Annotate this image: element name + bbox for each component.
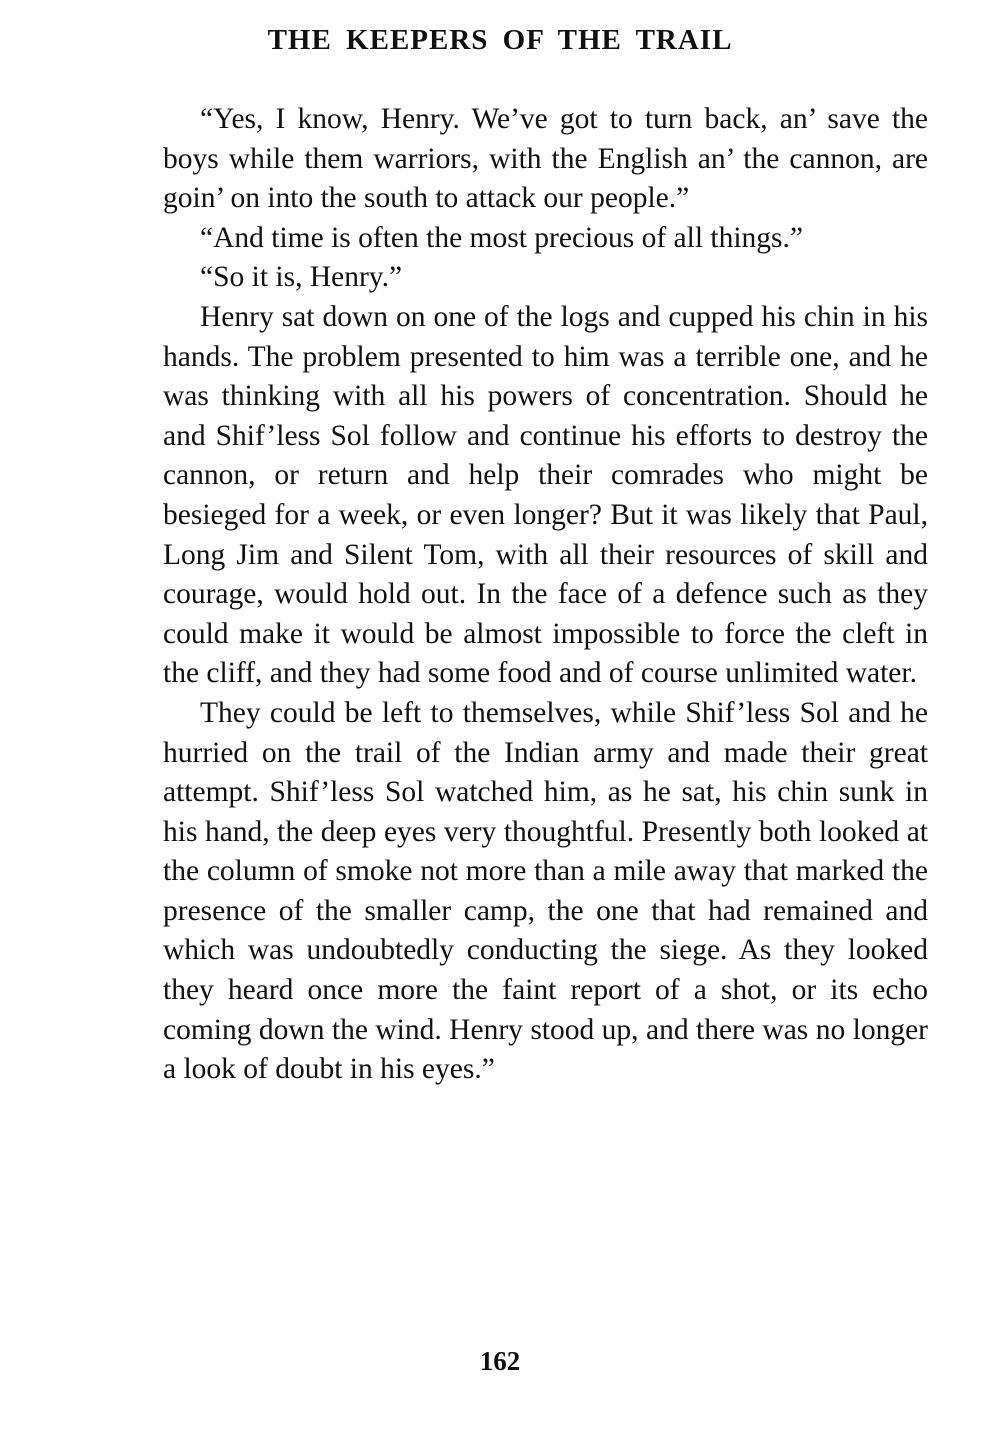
paragraph: “So it is, Henry.” xyxy=(200,261,403,294)
body-text xyxy=(163,100,928,1090)
running-head: THE KEEPERS OF THE TRAIL xyxy=(267,24,733,56)
paragraph: They could be left to themselves, while Shif’less Sol and he hurried on the trail of the Indian army and made their great attempt. Shif’less Sol watched him, as he sat, his chin sunk in his hand, the deep eyes very thoughtful. Presently both looked at the column of smoke not more than a mile away that marked the presence of the smaller camp, the one that had remained and which was undoubtedly conducting the siege. As they looked they heard once more the faint report of a shot, or its echo coming down the wind. Henry stood up, and there was no longer a look of doubt in his eyes.” xyxy=(163,696,928,1086)
paragraph: “And time is often the most precious of all things.” xyxy=(200,221,803,254)
page-number: 162 xyxy=(479,1346,521,1376)
paragraph: Henry sat down on one of the logs and cupped his chin in his hands. The problem presented to him was a terrible one, and he was thinking with all his powers of concentration. Should he and Shif’less Sol follow and continue his efforts to destroy the cannon, or return and help their comrades who might be besieged for a week, or even longer? But it was likely that Paul, Long Jim and Silent Tom, with all their resources of skill and courage, would hold out. In the face of a defence such as they could make it would be almost impossible to force the cleft in the cliff, and they had some food and of course unlimited water. xyxy=(163,300,928,690)
paragraph: “Yes, I know, Henry. We’ve got to turn back, an’ save the boys while them warriors, with the English an’ the cannon, are goin’ on into the south to attack our people.” xyxy=(163,103,928,215)
